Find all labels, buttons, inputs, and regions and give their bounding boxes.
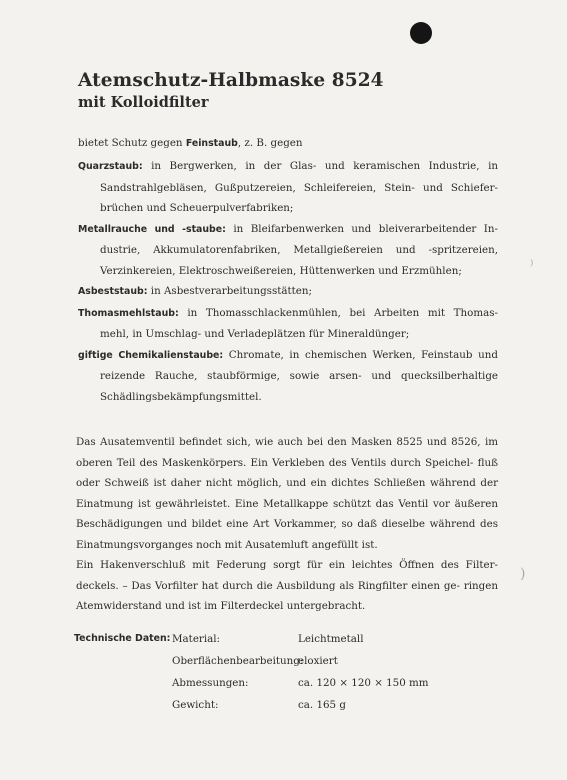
hazard-text: in Bergwerken, in der Glas- und keramischen Industrie, in [151, 160, 498, 172]
tech-heading: Technische Daten: [74, 633, 171, 644]
hazard-text: Schädlingsbekämpfungsmittel. [100, 390, 262, 403]
hazard-list [78, 156, 498, 407]
hazard-text: mehl, in Umschlag- und Verladeplätzen für Mineraldünger; [100, 328, 410, 340]
tech-row [74, 628, 504, 650]
tech-value: ca. 120 × 120 × 150 mm [298, 677, 429, 689]
description-paragraph [76, 555, 498, 617]
hazard-item [78, 345, 498, 408]
paragraph-text: im oberen Teil des Maskenkörpers. Ein Verkleben des Ventils durch Speichel- [76, 436, 498, 469]
hazard-item [78, 219, 498, 282]
hazard-name: Asbeststaub: [78, 286, 148, 297]
document-subtitle: mit Kolloidfilter [78, 94, 209, 111]
tech-label: Oberflächenbearbeitung: [172, 655, 304, 667]
hazard-item [78, 156, 498, 219]
intro-text: bietet Schutz gegen [78, 137, 186, 149]
hazard-text: und reizende Rauche, staubförmige, sowie arsen- und quecksilberhaltige [100, 348, 498, 382]
intro-line [78, 133, 303, 155]
edge-mark: ) [520, 566, 526, 582]
description [76, 432, 498, 617]
hazard-name: giftige Chemikalienstaube: [78, 349, 224, 361]
hazard-name: Metallrauche und -staube: [78, 223, 226, 235]
paragraph-text: der Einatmung ist gewährleistet. Eine Metallkappe schützt das Ventil vor [76, 477, 498, 510]
tech-row [74, 672, 504, 694]
hazard-name: Thomasmehlstaub: [78, 307, 179, 319]
document-title: Atemschutz-Halbmaske 8524 [78, 70, 384, 91]
hazard-text: in Bleifarbenwerken und bleiverarbeitender In- [233, 222, 498, 235]
tech-value: Leichtmetall [298, 633, 364, 645]
hazard-item [78, 303, 498, 345]
punch-hole [410, 22, 432, 44]
paragraph-text: deckels. – Das Vorfilter hat durch die Ausbildung als Ringfilter einen ge- [76, 579, 460, 592]
tech-label: Gewicht: [172, 699, 219, 711]
description-paragraph [76, 432, 498, 555]
intro-emphasis: Feinstaub [185, 138, 238, 149]
paragraph-text: fluß oder Schweiß ist daher nicht möglich, und ein dichtes Schließen während [76, 456, 498, 489]
tech-label: Material: [172, 633, 221, 645]
technical-data [74, 628, 504, 716]
paragraph-text: äußeren Beschädigungen und bildet eine Art Vorkammer, so daß dieselbe [76, 497, 498, 530]
hazard-item [78, 281, 498, 303]
hazard-name: Quarzstaub: [78, 161, 143, 172]
paragraph-text: Ein Hakenverschluß mit Federung sorgt für ein leichtes Öffnen des Filter- [76, 559, 498, 571]
edge-mark: ⁾ [530, 258, 534, 274]
hazard-text: Verzinkereien, Elektroschweißereien, Hüttenwerken und Erzmühlen; [100, 264, 462, 277]
hazard-text: in Thomasschlackenmühlen, bei Arbeiten mit Thomas- [187, 306, 498, 319]
hazard-text: Sandstrahlgebläsen, Gußputzereien, Schleifereien, Stein- und Schiefer- [100, 181, 498, 194]
hazard-text: brüchen und Scheuerpulverfabriken; [100, 202, 294, 214]
hazard-text: Chromate, in chemischen Werken, Feinstaub [228, 348, 473, 361]
tech-row [74, 650, 504, 672]
paragraph-text: während des Einatmungsvorganges noch mit Ausatemluft angefüllt ist. [76, 518, 498, 551]
tech-value: ca. 165 g [298, 699, 346, 711]
hazard-text: dustrie, Akkumulatorenfabriken, Metallgießereien und -spritzereien, [100, 244, 498, 256]
paragraph-text: ringen Atemwiderstand und ist im Filterdeckel untergebracht. [76, 579, 498, 612]
intro-text: , z. B. gegen [237, 137, 303, 149]
tech-label: Abmessungen: [172, 677, 249, 689]
tech-row [74, 694, 504, 716]
hazard-text: in Asbestverarbeitungsstätten; [150, 285, 312, 297]
paragraph-text: Das Ausatemventil befindet sich, wie auch bei den Masken 8525 und 8526, [76, 436, 481, 448]
tech-value: eloxiert [298, 655, 338, 667]
